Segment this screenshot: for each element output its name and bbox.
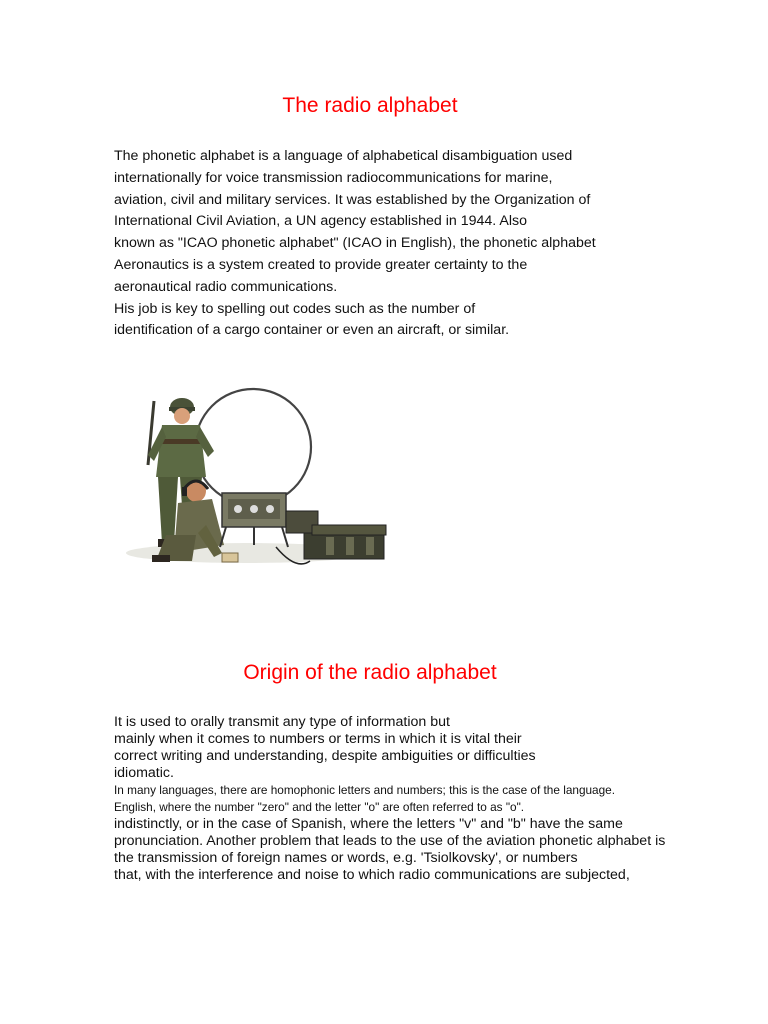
paragraph-line: known as "ICAO phonetic alphabet" (ICAO in English), the phonetic alphabet [114, 235, 596, 252]
paragraph-line: Aeronautics is a system created to provide greater certainty to the [114, 256, 528, 273]
paragraph-line: International Civil Aviation, a UN agency established in 1944. Also [114, 213, 528, 230]
paragraph-line: aeronautical radio communications. [114, 278, 338, 295]
paragraph-line: internationally for voice transmission radiocommunications for marine, [114, 169, 553, 186]
paragraph-line: pronunciation. Another problem that leads to the use of the aviation phonetic alphabet is [114, 833, 666, 849]
paragraph-line: idiomatic. [114, 765, 174, 781]
paragraph-line: It is used to orally transmit any type of information but [114, 714, 450, 730]
origin-paragraph [114, 714, 674, 884]
paragraph-line: In many languages, there are homophonic letters and numbers; this is the case of the language. [114, 783, 616, 797]
paragraph-line: the transmission of foreign names or words, e.g. 'Tsiolkovsky', or numbers [114, 850, 578, 866]
paragraph-line: English, where the number "zero" and the letter "o" are often referred to as "o". [114, 800, 525, 814]
paragraph-line: correct writing and understanding, despite ambiguities or difficulties [114, 748, 536, 764]
paragraph-line: indistinctly, or in the case of Spanish, where the letters "v" and "b" have the same [114, 816, 623, 832]
section-title-origin: Origin of the radio alphabet [243, 661, 497, 684]
intro-paragraph [114, 146, 674, 342]
paragraph-line: His job is key to spelling out codes such as the number of [114, 300, 476, 317]
paragraph-line: that, with the interference and noise to which radio communications are subjected, [114, 867, 630, 883]
radio-set-icon [220, 493, 318, 547]
paragraph-line: aviation, civil and military services. It was established by the Organization of [114, 191, 591, 208]
paragraph-line: mainly when it comes to numbers or terms in which it is vital their [114, 731, 522, 747]
paragraph-line: The phonetic alphabet is a language of alphabetical disambiguation used [114, 148, 573, 164]
section-title-radio-alphabet: The radio alphabet [282, 94, 458, 117]
soldiers-radio-illustration [126, 385, 392, 575]
paragraph-line: identification of a cargo container or even an aircraft, or similar. [114, 322, 510, 339]
loop-antenna-icon [195, 389, 311, 505]
